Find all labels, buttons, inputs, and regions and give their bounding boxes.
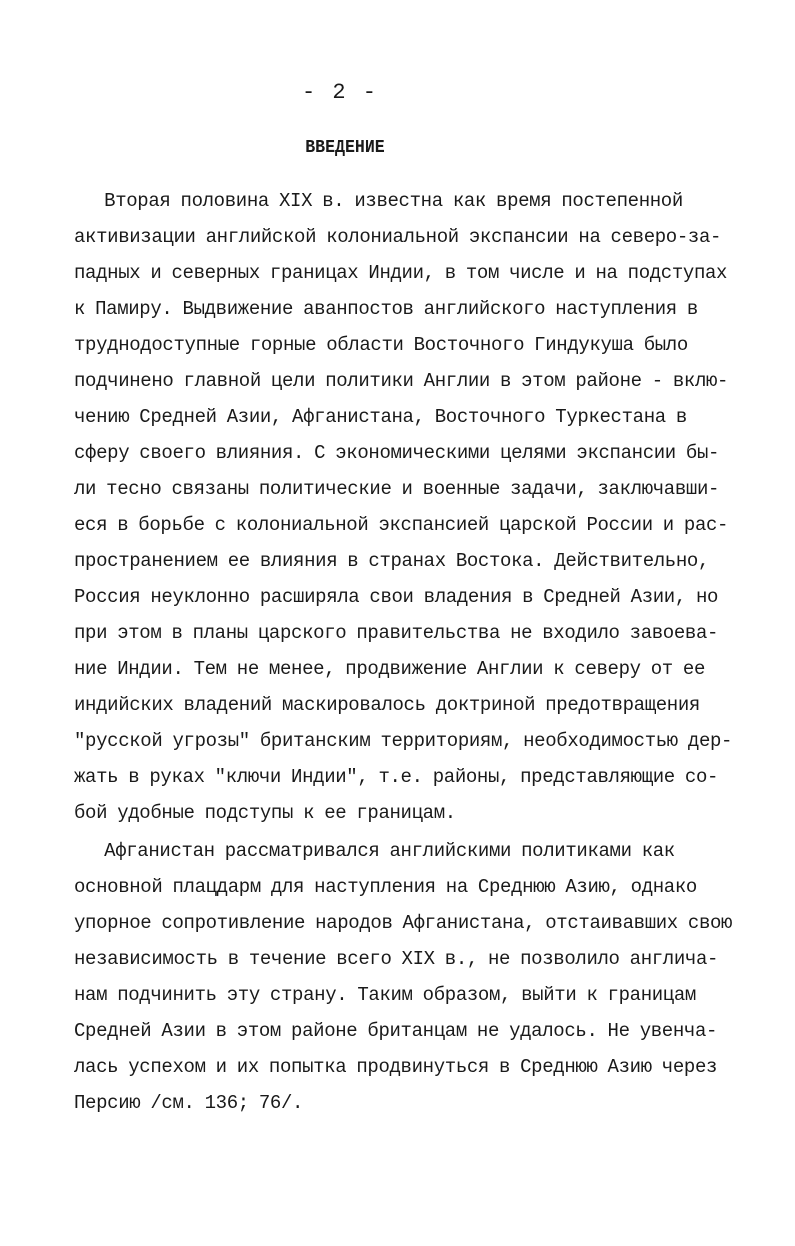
text-line: чению Средней Азии, Афганистана, Восточного Туркестана в bbox=[74, 406, 687, 428]
text-line: Россия неуклонно расширяла свои владения в Средней Азии, но bbox=[74, 586, 719, 608]
text-line: "русской угрозы" британским территориям, необходимостью дер- bbox=[74, 730, 733, 752]
section-title: ВВЕДЕНИЕ bbox=[305, 138, 385, 158]
text-line: пространением ее влияния в странах Востока. Действительно, bbox=[74, 550, 710, 572]
text-line: основной плацдарм для наступления на Среднюю Азию, однако bbox=[74, 876, 697, 898]
text-line: падных и северных границах Индии, в том числе и на подступах bbox=[74, 262, 728, 284]
text-line: жать в руках "ключи Индии", т.е. районы, представляющие со- bbox=[74, 766, 719, 788]
text-line: бой удобные подступы к ее границам. bbox=[74, 802, 456, 824]
text-line: упорное сопротивление народов Афганистана, отстаивавших свою bbox=[74, 912, 733, 934]
text-line: ли тесно связаны политические и военные задачи, заключавши- bbox=[74, 478, 720, 500]
text-line: Персию /см. 136; 76/. bbox=[74, 1092, 304, 1114]
text-line: еся в борьбе с колониальной экспансией царской России и рас- bbox=[74, 514, 729, 536]
text-line: лась успехом и их попытка продвинуться в Среднюю Азию через bbox=[74, 1056, 718, 1078]
page-number: - 2 - bbox=[301, 80, 378, 105]
text-line: независимость в течение всего XIX в., не позволило англича- bbox=[74, 948, 719, 970]
text-line: при этом в планы царского правительства не входило завоева- bbox=[74, 622, 719, 644]
text-line: ние Индии. Тем не менее, продвижение Англии к северу от ее bbox=[74, 658, 706, 680]
text-line: подчинено главной цели политики Англии в этом районе - вклю- bbox=[74, 370, 729, 392]
text-line: сферу своего влияния. С экономическими целями экспансии бы- bbox=[74, 442, 720, 464]
text-line: индийских владений маскировалось доктриной предотвращения bbox=[74, 694, 700, 716]
text-line: Вторая половина XIX в. известна как время постепенной bbox=[74, 190, 683, 212]
text-line: нам подчинить эту страну. Таким образом, выйти к границам bbox=[74, 984, 696, 1006]
text-line: Афганистан рассматривался английскими политиками как bbox=[74, 840, 675, 862]
text-line: Средней Азии в этом районе британцам не удалось. Не увенча- bbox=[74, 1020, 718, 1042]
text-line: труднодоступные горные области Восточного Гиндукуша было bbox=[74, 334, 688, 356]
text-line: к Памиру. Выдвижение аванпостов английского наступления в bbox=[74, 298, 698, 320]
text-line: активизации английской колониальной экспансии на северо-за- bbox=[74, 226, 722, 248]
